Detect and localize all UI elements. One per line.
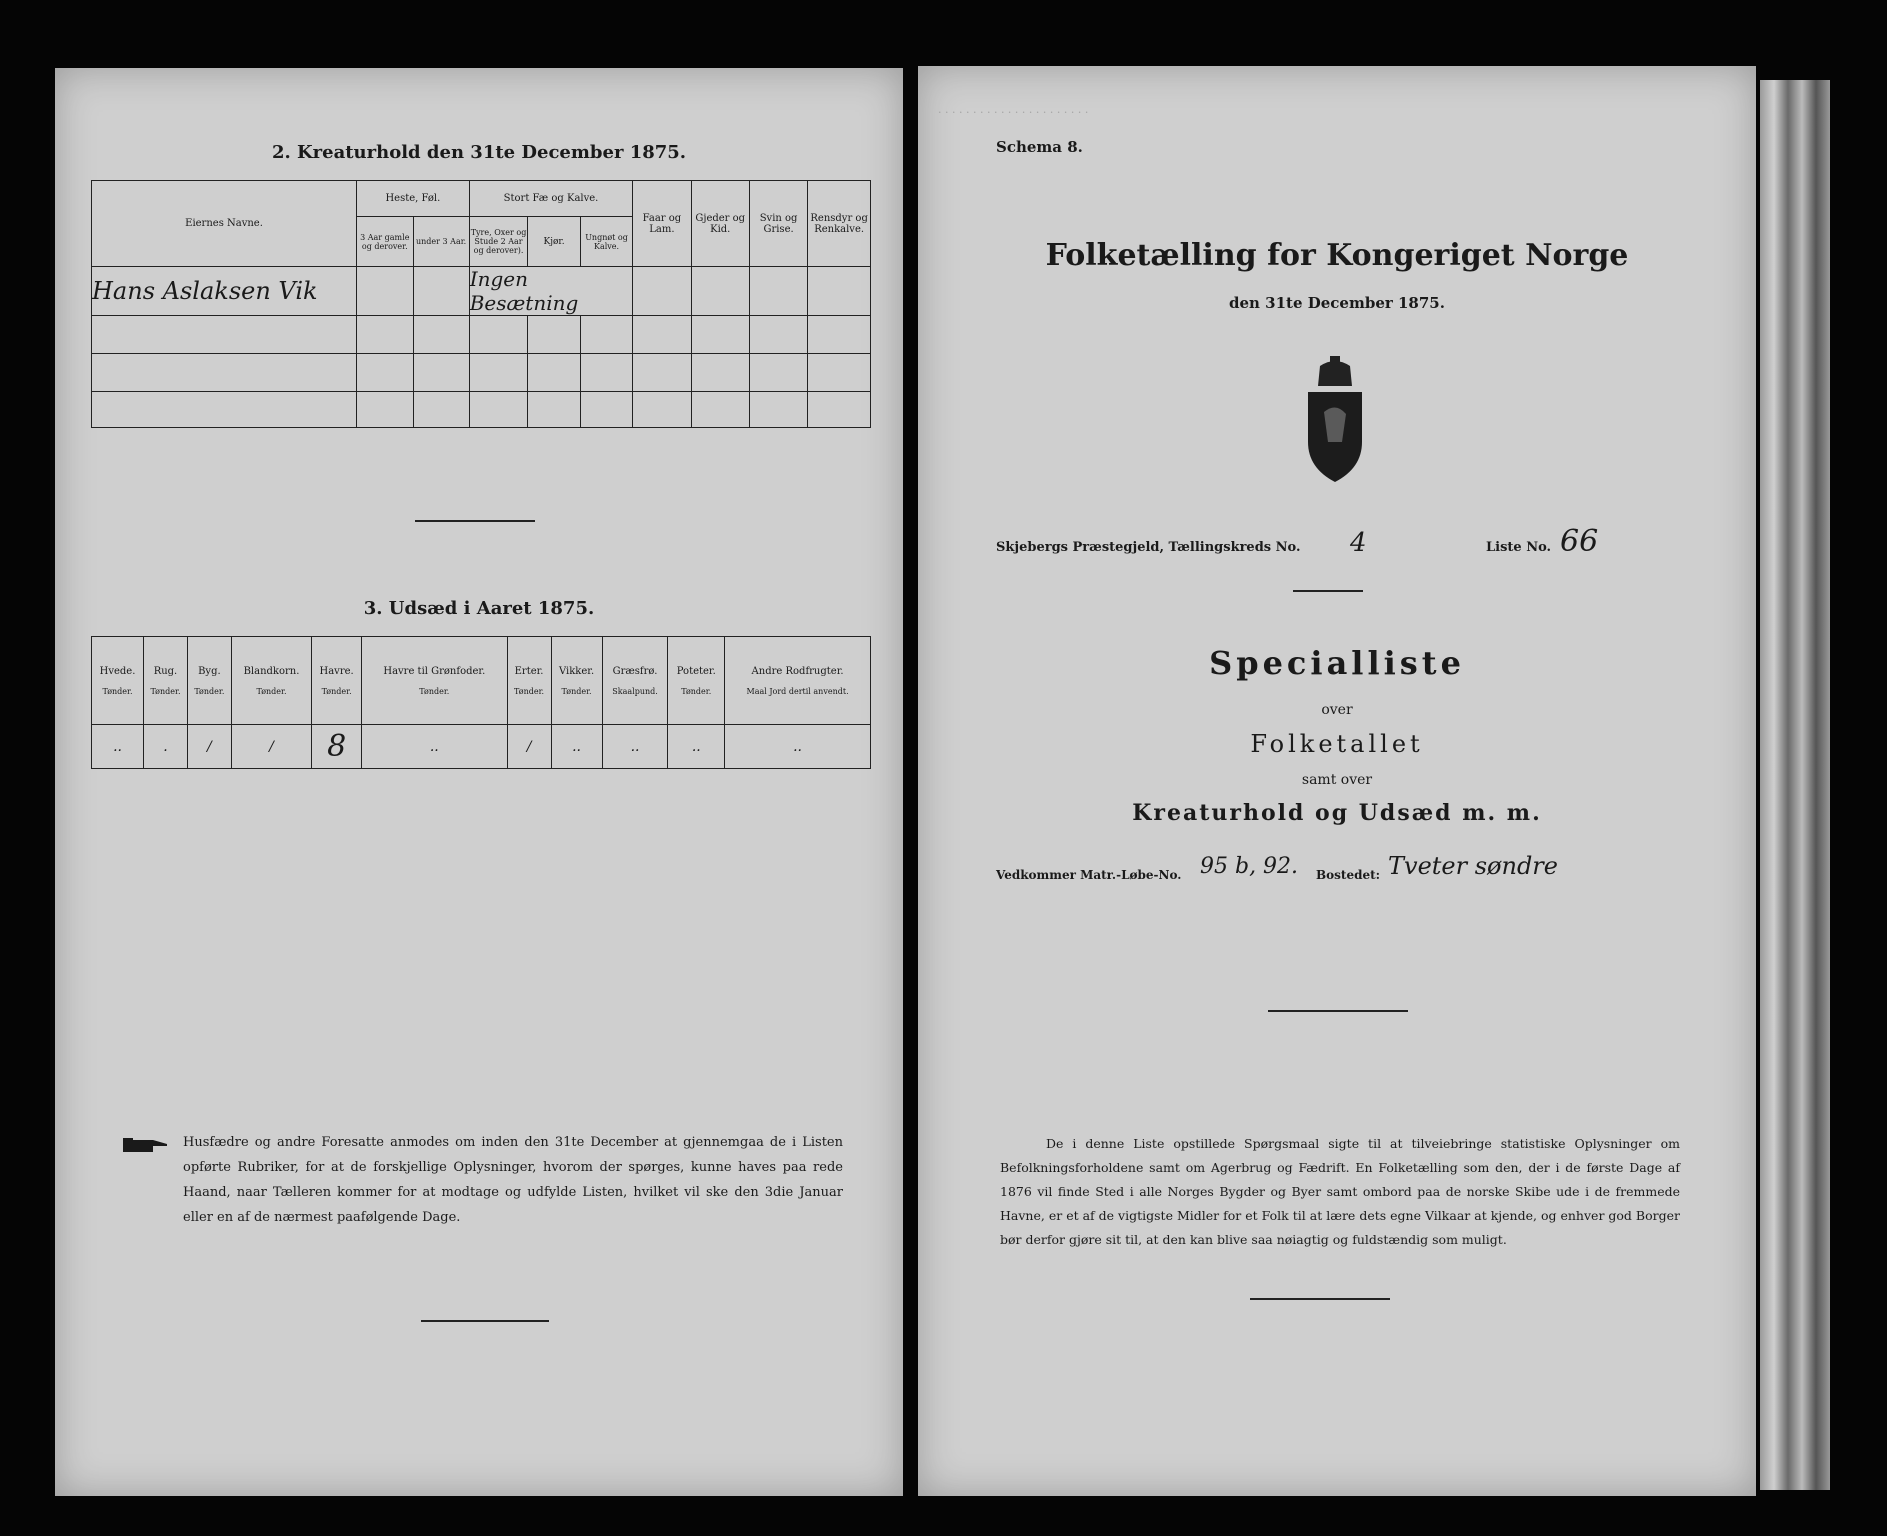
matr-label: Vedkommer Matr.-Løbe-No. bbox=[996, 868, 1182, 882]
seed-value-7: .. bbox=[551, 725, 602, 769]
seed-header-6 bbox=[507, 637, 551, 725]
seed-header-2 bbox=[187, 637, 231, 725]
cell bbox=[469, 392, 528, 428]
specialliste-heading: Specialliste bbox=[1209, 644, 1465, 682]
cell bbox=[357, 267, 413, 316]
cell bbox=[357, 316, 413, 354]
cell bbox=[808, 354, 871, 392]
seed-header-label: Græsfrø. bbox=[612, 665, 658, 677]
seed-header-label: Havre til Grønfoder. bbox=[383, 665, 486, 677]
district-number: 4 bbox=[1350, 528, 1367, 558]
bleed-through-text: · · · · · · · · · · · · · · · · · · · · · · bbox=[938, 106, 1089, 119]
seed-header-unit: Tønder. bbox=[102, 686, 133, 696]
cell bbox=[413, 267, 469, 316]
cell bbox=[808, 267, 871, 316]
divider bbox=[415, 520, 535, 522]
seed-value-4: 8 bbox=[312, 725, 362, 769]
reindeer-header: Rensdyr og Renkalve. bbox=[808, 181, 871, 267]
seed-header-label: Havre. bbox=[319, 665, 354, 677]
cell bbox=[808, 392, 871, 428]
cell bbox=[92, 392, 357, 428]
seed-header-unit: Tønder. bbox=[514, 686, 545, 696]
horses-old-header: 3 Aar gamle og derover. bbox=[357, 217, 413, 267]
cell bbox=[528, 392, 580, 428]
seed-header-4 bbox=[312, 637, 362, 725]
bosted-value: Tveter søndre bbox=[1388, 852, 1558, 880]
divider bbox=[421, 1320, 549, 1322]
cell bbox=[357, 392, 413, 428]
cell bbox=[413, 392, 469, 428]
section2-title: 2. Kreaturhold den 31te December 1875. bbox=[271, 142, 687, 163]
seed-header-label: Hvede. bbox=[99, 665, 136, 677]
seed-header-label: Vikker. bbox=[558, 665, 595, 677]
cell bbox=[749, 354, 807, 392]
seed-header-label: Poteter. bbox=[676, 665, 716, 677]
cell bbox=[469, 354, 528, 392]
seed-header-8 bbox=[602, 637, 668, 725]
horses-header: Heste, Føl. bbox=[357, 181, 470, 217]
list-label: Liste No. bbox=[1486, 540, 1552, 555]
seed-value-6: / bbox=[507, 725, 551, 769]
pointing-hand-icon bbox=[123, 1136, 171, 1154]
kreaturhold-heading: Kreaturhold og Udsæd m. m. bbox=[1132, 800, 1542, 826]
seed-value-9: .. bbox=[668, 725, 725, 769]
cell bbox=[808, 316, 871, 354]
calves-header: Ungnøt og Kalve. bbox=[580, 217, 633, 267]
seed-header-unit: Tønder. bbox=[681, 686, 712, 696]
livestock-table bbox=[91, 180, 871, 428]
coat-of-arms-icon bbox=[1290, 356, 1380, 486]
seed-header-label: Rug. bbox=[153, 665, 178, 677]
seed-header-5 bbox=[362, 637, 508, 725]
cell bbox=[580, 392, 633, 428]
owner-cell bbox=[92, 267, 357, 316]
cell bbox=[633, 267, 691, 316]
divider bbox=[1250, 1298, 1390, 1300]
right-page bbox=[918, 66, 1756, 1496]
seed-header-unit: Skaalpund. bbox=[612, 686, 658, 696]
cows-cell bbox=[469, 267, 633, 316]
cell bbox=[691, 354, 749, 392]
seed-value-2: / bbox=[187, 725, 231, 769]
footer-text: De i denne Liste opstillede Spørgsmaal sigte til at tilveiebringe statistiske Oplysninger om Befolkningsforholdene samt om Agerbrug og Fædrift. En Folketælling som den, der i de første Dage af 1876 vil finde Sted i alle Norges Bygder og Byer samt ombord paa de norske Skibe ude i de fremmede Havne, er et af de vigtigste Midler for et Folk til at lære dets egne Vilkaar at kjende, og enhver god Borger bør derfor gjøre sit til, at den kan blive saa nøiagtig og fuldstændig som muligt. bbox=[1000, 1136, 1680, 1247]
cell bbox=[528, 316, 580, 354]
cell bbox=[749, 316, 807, 354]
seed-header-label: Erter. bbox=[514, 665, 544, 677]
section3-title: 3. Udsæd i Aaret 1875. bbox=[363, 598, 595, 619]
cell bbox=[413, 354, 469, 392]
cell bbox=[749, 267, 807, 316]
census-date: den 31te December 1875. bbox=[1229, 294, 1445, 312]
seed-value-3: / bbox=[231, 725, 311, 769]
seed-value-1: . bbox=[144, 725, 188, 769]
cell bbox=[528, 354, 580, 392]
seed-header-3 bbox=[231, 637, 311, 725]
samt-over-text: samt over bbox=[1301, 772, 1373, 788]
notice-text: Husfædre og andre Foresatte anmodes om inden den 31te December at gjennemgaa de i Listen opførte Rubriker, for at de forskjellige Oplysninger, hvorom der spørges, kunne haves paa rede Haand, naar Tælleren kommer for at modtage og udfylde Listen, hvilket vil ske den 3die Januar eller en af de nærmest paafølgende Dage. bbox=[183, 1135, 843, 1225]
divider bbox=[1268, 1010, 1408, 1012]
seed-header-unit: Tønder. bbox=[419, 686, 450, 696]
over-text: over bbox=[1321, 702, 1353, 718]
seed-value-10: .. bbox=[725, 725, 871, 769]
seed-header-label: Byg. bbox=[198, 665, 221, 677]
no-livestock-note: Ingen Besætning bbox=[469, 267, 579, 315]
seed-header-1 bbox=[144, 637, 188, 725]
seed-header-unit: Tønder. bbox=[150, 686, 181, 696]
cell bbox=[691, 392, 749, 428]
cell bbox=[469, 316, 528, 354]
cell bbox=[633, 392, 691, 428]
cell bbox=[580, 316, 633, 354]
cell bbox=[691, 316, 749, 354]
seed-header-unit: Tønder. bbox=[194, 686, 225, 696]
divider bbox=[1293, 590, 1363, 592]
cell bbox=[92, 354, 357, 392]
sheep-header: Faar og Lam. bbox=[633, 181, 691, 267]
folketallet-heading: Folketallet bbox=[1250, 730, 1424, 758]
seed-header-unit: Maal Jord dertil anvendt. bbox=[746, 686, 849, 696]
census-title: Folketælling for Kongeriget Norge bbox=[1045, 238, 1629, 273]
bulls-header: Tyre, Oxer og Stude 2 Aar og derover). bbox=[469, 217, 528, 267]
seed-header-label: Andre Rodfrugter. bbox=[751, 665, 844, 677]
cell bbox=[413, 316, 469, 354]
cell bbox=[357, 354, 413, 392]
cell bbox=[749, 392, 807, 428]
cattle-header: Stort Fæ og Kalve. bbox=[469, 181, 633, 217]
seed-header-unit: Tønder. bbox=[561, 686, 592, 696]
list-number: 66 bbox=[1560, 524, 1599, 559]
pigs-header: Svin og Grise. bbox=[749, 181, 807, 267]
left-page bbox=[55, 68, 903, 1496]
seed-header-label: Blandkorn. bbox=[243, 665, 300, 677]
parish-label: Skjebergs Præstegjeld, Tællingskreds No. bbox=[996, 540, 1301, 555]
seed-header-unit: Tønder. bbox=[321, 686, 352, 696]
cell bbox=[92, 316, 357, 354]
schema-label: Schema 8. bbox=[996, 138, 1083, 156]
cell bbox=[633, 354, 691, 392]
seed-header-7 bbox=[551, 637, 602, 725]
cows-header: Kjør. bbox=[528, 217, 580, 267]
matr-number: 95 b, 92. bbox=[1200, 854, 1299, 879]
seed-value-5: .. bbox=[362, 725, 508, 769]
seed-header-0 bbox=[92, 637, 144, 725]
seed-value-0: .. bbox=[92, 725, 144, 769]
bosted-label: Bostedet: bbox=[1316, 868, 1381, 882]
horses-young-header: under 3 Aar. bbox=[413, 217, 469, 267]
seed-table bbox=[91, 636, 871, 769]
goats-header: Gjeder og Kid. bbox=[691, 181, 749, 267]
page-stack-edge bbox=[1760, 80, 1830, 1490]
seed-header-unit: Tønder. bbox=[256, 686, 287, 696]
seed-header-9 bbox=[668, 637, 725, 725]
cell bbox=[580, 354, 633, 392]
seed-value-8: .. bbox=[602, 725, 668, 769]
seed-header-10 bbox=[725, 637, 871, 725]
owner-header: Eiernes Navne. bbox=[92, 181, 357, 267]
owner-name: Hans Aslaksen Vik bbox=[92, 277, 318, 305]
cell bbox=[691, 267, 749, 316]
cell bbox=[633, 316, 691, 354]
